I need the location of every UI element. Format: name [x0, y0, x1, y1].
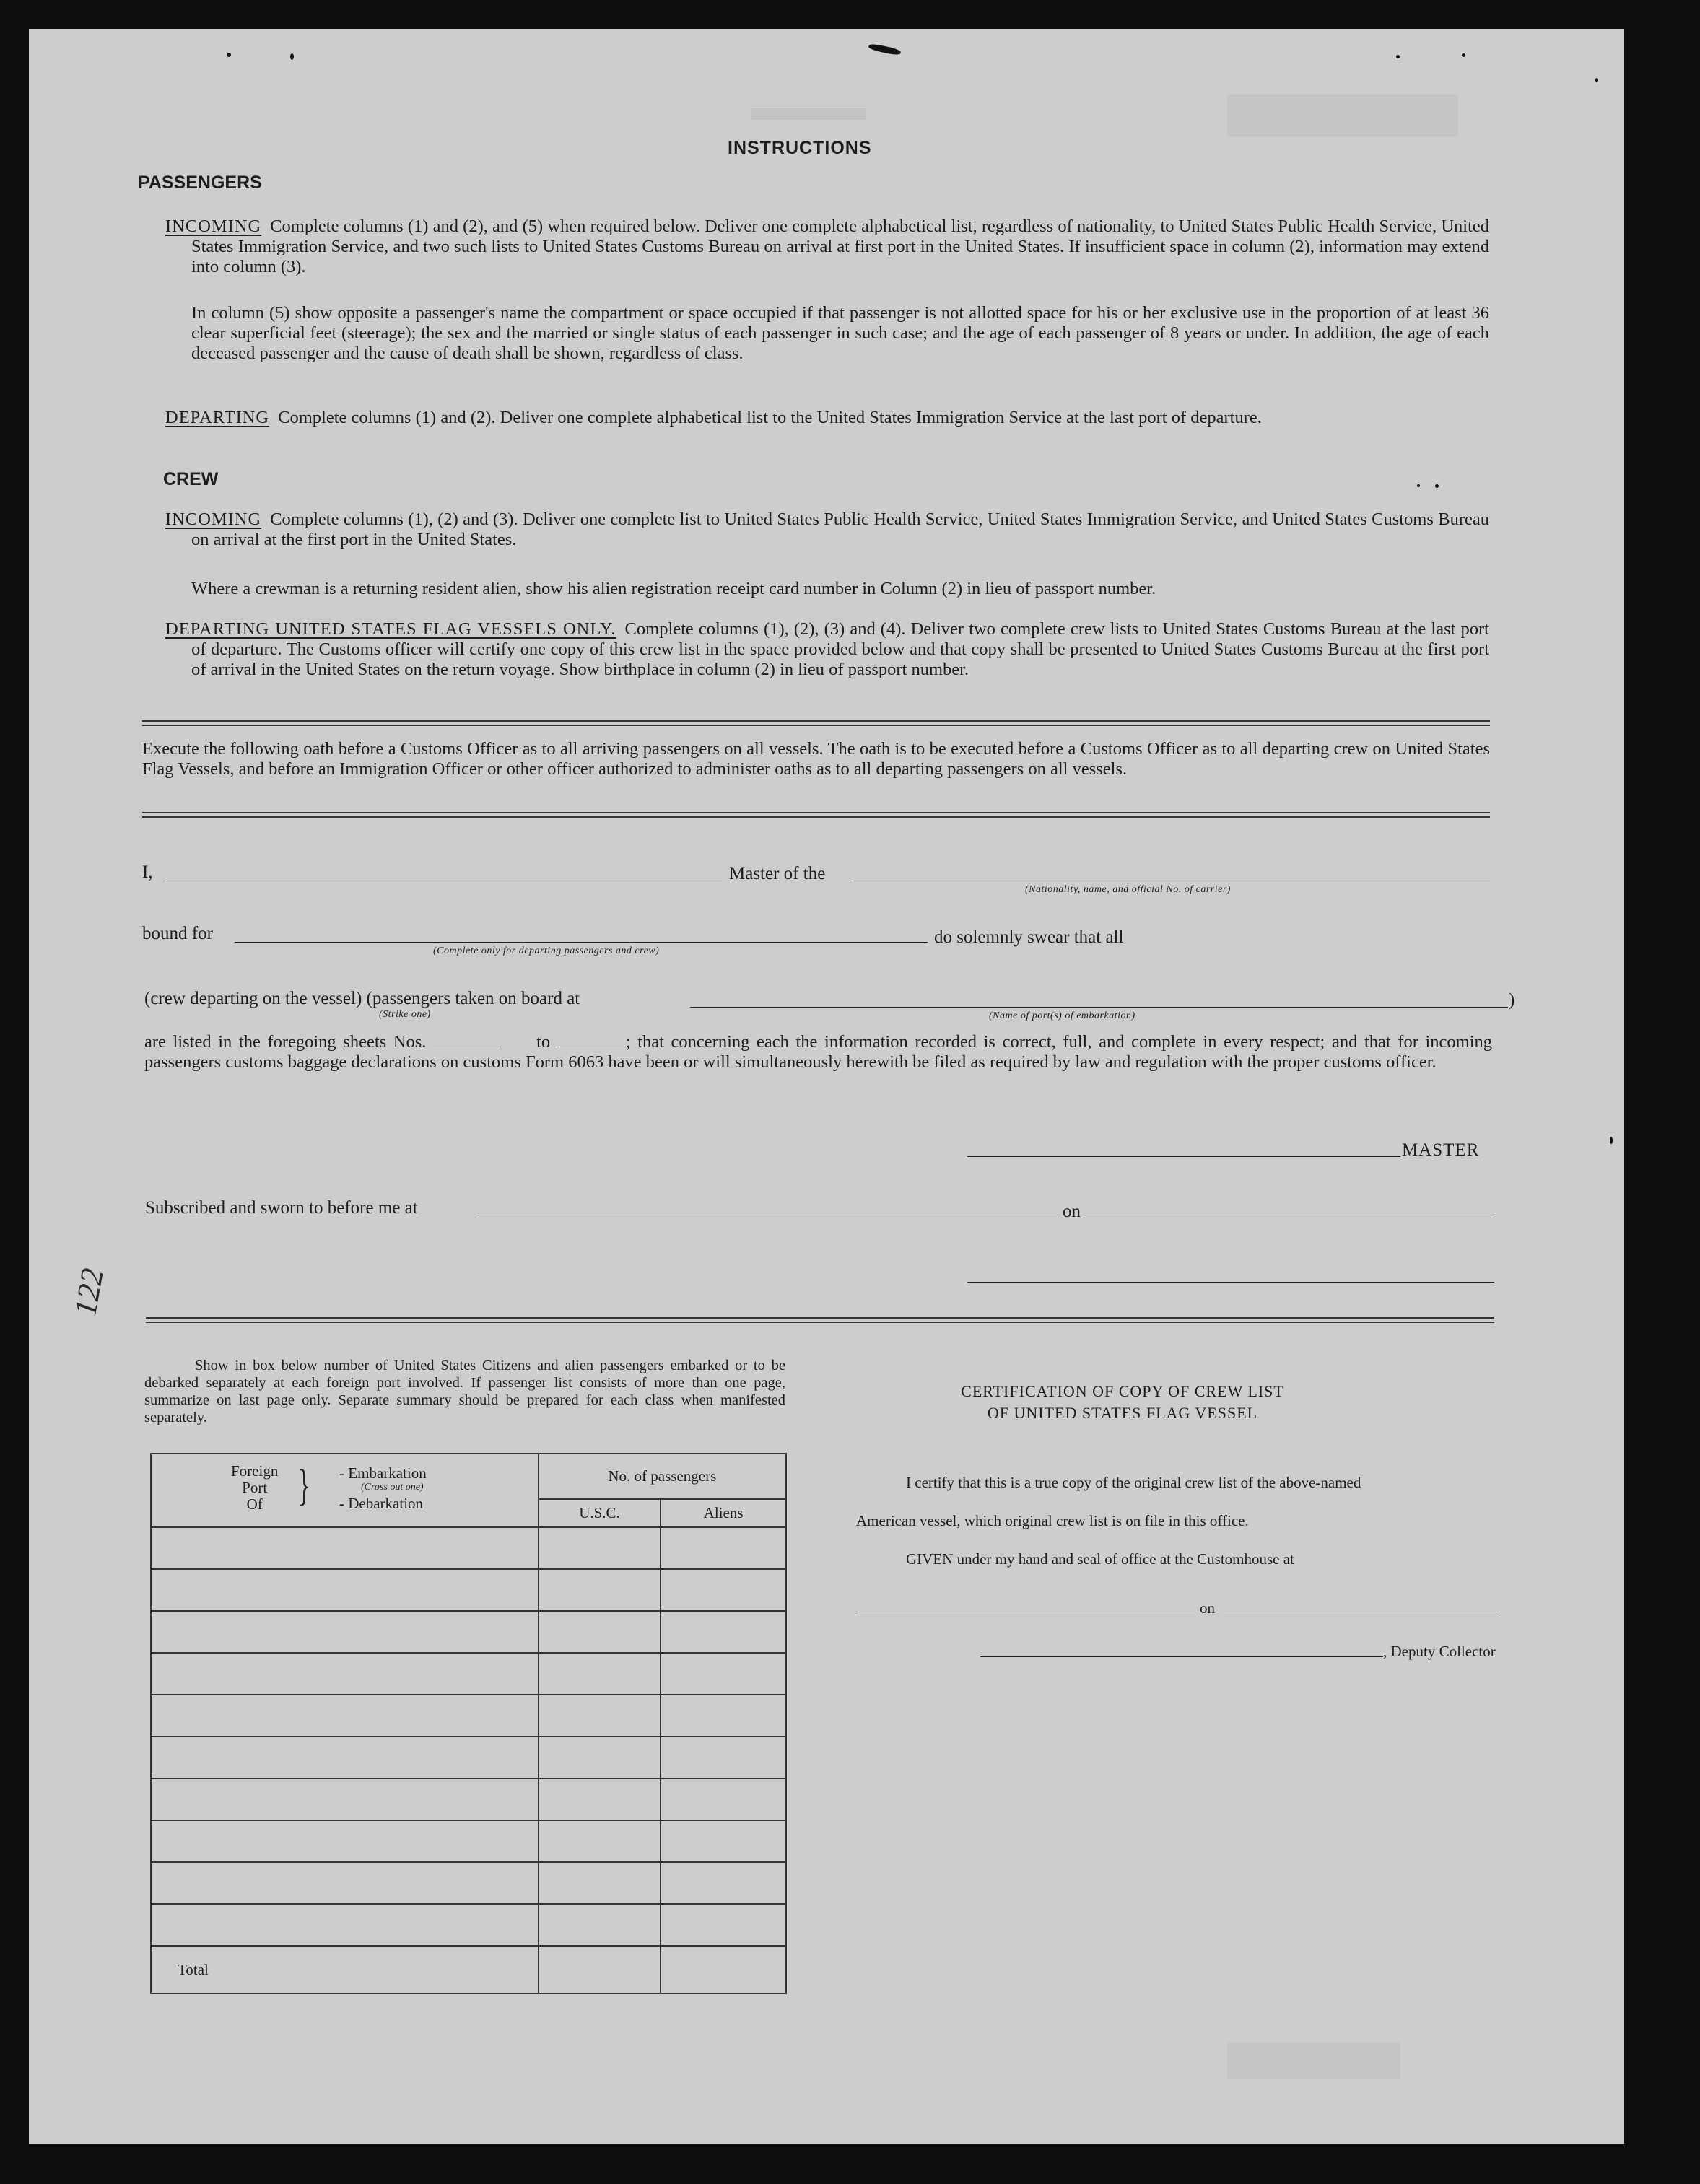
table-row	[151, 1820, 786, 1862]
deputy-collector-signature-field[interactable]	[980, 1656, 1383, 1657]
passengers-departing-paragraph	[165, 408, 1489, 428]
aliens-cell[interactable]	[661, 1611, 786, 1653]
brace-icon: }	[297, 1462, 311, 1509]
bleed-through	[751, 108, 866, 120]
usc-cell[interactable]	[539, 1737, 661, 1778]
section-divider	[142, 812, 1490, 818]
port-cell[interactable]	[151, 1527, 539, 1569]
deputy-collector-label: , Deputy Collector	[1383, 1643, 1496, 1660]
crew-departing-paragraph	[165, 619, 1489, 680]
summary-note: Show in box below number of United States Citizens and alien passengers embarked or to be debarked separately at each foreign port involved. If passenger list consists of more than one page, summarize on last page only. Separate summary should be prepared for each class when manifested separately.	[144, 1358, 785, 1425]
sheet-to-field[interactable]	[557, 1034, 626, 1047]
passengers-incoming-label: INCOMING	[165, 217, 262, 236]
sheet-from-field[interactable]	[433, 1034, 502, 1047]
listed-pre-text: are listed in the foregoing sheets Nos.	[144, 1032, 427, 1052]
usc-cell[interactable]	[539, 1904, 661, 1946]
usc-cell[interactable]	[539, 1527, 661, 1569]
table-row	[151, 1778, 786, 1820]
scan-speck	[290, 53, 294, 60]
passenger-summary-table	[150, 1453, 787, 1994]
passengers-incoming-paragraph	[165, 217, 1489, 277]
embarkation-ports-field[interactable]	[690, 1007, 1508, 1008]
usc-cell[interactable]	[539, 1653, 661, 1695]
no-of-passengers-header: No. of passengers	[539, 1454, 786, 1499]
port-cell[interactable]	[151, 1695, 539, 1737]
of-label: Of	[246, 1495, 263, 1513]
scan-speck	[1435, 484, 1439, 488]
scan-speck	[1417, 484, 1420, 487]
table-row	[151, 1904, 786, 1946]
listed-post-text: ; that concerning each the information recorded is correct, full, and complete in every respect; and that for incoming passengers customs baggage declarations on customs Form 6063 have been or will simultaneously herewith be filed as required by law and regulation with the proper customs officer.	[144, 1032, 1493, 1072]
certification-title-line2: OF UNITED STATES FLAG VESSEL	[987, 1404, 1258, 1422]
port-cell[interactable]	[151, 1778, 539, 1820]
officer-signature-field[interactable]	[967, 1282, 1494, 1283]
strike-one-caption: (Strike one)	[379, 1009, 431, 1020]
table-row	[151, 1653, 786, 1695]
table-row	[151, 1611, 786, 1653]
port-cell[interactable]	[151, 1737, 539, 1778]
passengers-heading: PASSENGERS	[138, 172, 262, 193]
oath-intro-text: Execute the following oath before a Customs Officer as to all arriving passengers on all vessels. The oath is to be executed before a Customs Officer as to all departing crew on United States Flag Vessels, and before an Immigration Officer or other officer authorized to administer oaths as to all departing passengers on all vessels.	[142, 739, 1490, 779]
crew-incoming-label: INCOMING	[165, 510, 262, 529]
listed-paragraph	[144, 1032, 1492, 1073]
oath-i-label: I,	[142, 862, 153, 882]
carrier-caption: (Nationality, name, and official No. of carrier)	[1025, 884, 1231, 895]
scan-speck	[1595, 78, 1598, 82]
port-cell[interactable]	[151, 1820, 539, 1862]
master-of-the-label: Master of the	[729, 864, 826, 883]
passengers-incoming-text: Complete columns (1) and (2), and (5) when required below. Deliver one complete alphabetical list, regardless of nationality, to United States Public Health Service, United States Immigration Service, and two such lists to United States Customs Bureau on arrival at first port in the United States. If insufficient space in column (2), information may extend into column (3).	[191, 217, 1489, 276]
scan-speck	[868, 43, 902, 56]
table-row	[151, 1862, 786, 1904]
usc-cell[interactable]	[539, 1820, 661, 1862]
cross-out-caption: (Cross out one)	[361, 1482, 424, 1493]
crew-departing-strike-text: (crew departing on the vessel) (passengers taken on board at	[144, 989, 580, 1008]
aliens-cell[interactable]	[661, 1695, 786, 1737]
debarkation-label: - Debarkation	[339, 1495, 424, 1512]
handwritten-page-mark: 122	[67, 1265, 110, 1319]
usc-cell[interactable]	[539, 1778, 661, 1820]
passengers-departing-text: Complete columns (1) and (2). Deliver one complete alphabetical list to the United States Immigration Service at the last port of departure.	[278, 408, 1262, 427]
foreign-port-of-label	[231, 1463, 278, 1513]
usc-cell[interactable]	[539, 1695, 661, 1737]
usc-cell[interactable]	[539, 1611, 661, 1653]
instructions-title: INSTRUCTIONS	[728, 138, 872, 158]
crew-incoming-paragraph	[165, 510, 1489, 550]
usc-header: U.S.C.	[539, 1499, 661, 1527]
usc-cell[interactable]	[539, 1862, 661, 1904]
section-divider	[146, 1317, 1494, 1323]
close-paren: )	[1509, 990, 1515, 1010]
summary-header-row	[151, 1454, 786, 1499]
subscribed-label: Subscribed and sworn to before me at	[145, 1198, 418, 1218]
scan-speck	[1396, 55, 1400, 58]
passengers-departing-label: DEPARTING	[165, 408, 270, 427]
crew-departing-label: DEPARTING UNITED STATES FLAG VESSELS ONLY.	[165, 619, 616, 639]
embarkation-label: - Embarkation	[339, 1464, 427, 1482]
certify-line2: American vessel, which original crew list is on file in this office.	[856, 1512, 1249, 1529]
crew-returning-text: Where a crewman is a returning resident alien, show his alien registration receipt card number in Column (2) in lieu of passport number.	[191, 579, 1156, 598]
total-label: Total	[151, 1946, 539, 1993]
swear-text: do solemnly swear that all	[934, 927, 1124, 947]
total-usc-cell[interactable]	[539, 1946, 661, 1993]
passengers-column5-paragraph	[165, 303, 1489, 364]
bound-for-caption: (Complete only for departing passengers and crew)	[433, 945, 660, 956]
aliens-cell[interactable]	[661, 1862, 786, 1904]
table-row	[151, 1527, 786, 1569]
aliens-cell[interactable]	[661, 1653, 786, 1695]
crew-incoming-text: Complete columns (1), (2) and (3). Deliver one complete list to United States Public Health Service, United States Immigration Service, and United States Customs Bureau on arrival at the first port in the United States.	[191, 510, 1489, 549]
subscribed-on-label: on	[1063, 1202, 1081, 1221]
passengers-column5-text: In column (5) show opposite a passenger's name the compartment or space occupied if that passenger is not allotted space for his or her exclusive use in the proportion of at least 36 clear superficial feet (steerage); the sex and the married or single status of each passenger in such case; and the age of each passenger of 8 years or under. In addition, the age of each deceased passenger and the cause of death shall be shown, regardless of class.	[191, 303, 1489, 363]
usc-cell[interactable]	[539, 1569, 661, 1611]
document-page	[29, 29, 1624, 2144]
bleed-through	[1227, 2043, 1400, 2079]
aliens-header: Aliens	[661, 1499, 786, 1527]
certification-on-label: on	[1200, 1599, 1215, 1617]
master-label: MASTER	[1402, 1140, 1480, 1160]
aliens-cell[interactable]	[661, 1737, 786, 1778]
aliens-cell[interactable]	[661, 1527, 786, 1569]
total-row	[151, 1946, 786, 1993]
section-divider	[142, 720, 1490, 726]
bound-for-field[interactable]	[235, 942, 928, 943]
table-row	[151, 1737, 786, 1778]
master-signature-field[interactable]	[967, 1156, 1400, 1157]
port-label: Port	[242, 1479, 268, 1496]
table-row	[151, 1695, 786, 1737]
aliens-cell[interactable]	[661, 1778, 786, 1820]
port-cell[interactable]	[151, 1862, 539, 1904]
certify-line1: I certify that this is a true copy of the original crew list of the above-named	[906, 1474, 1361, 1491]
oath-intro-paragraph	[142, 739, 1490, 779]
crew-departing-text: Complete columns (1), (2), (3) and (4). Deliver two complete crew lists to United States Customs Bureau at the last port of departure. The Customs officer will certify one copy of this crew list in the space provided below and that copy shall be presented to United States Customs Bureau at the first port of arrival in the United States on the return voyage. Show birthplace in column (2) in lieu of passport number.	[191, 619, 1489, 679]
port-cell[interactable]	[151, 1904, 539, 1946]
crew-returning-paragraph	[165, 579, 1489, 599]
port-cell[interactable]	[151, 1611, 539, 1653]
foreign-label: Foreign	[231, 1462, 279, 1480]
table-row	[151, 1569, 786, 1611]
port-cell[interactable]	[151, 1653, 539, 1695]
given-text: GIVEN under my hand and seal of office at the Customhouse at	[906, 1550, 1294, 1568]
total-aliens-cell[interactable]	[661, 1946, 786, 1993]
aliens-cell[interactable]	[661, 1904, 786, 1946]
aliens-cell[interactable]	[661, 1569, 786, 1611]
foreign-port-header	[151, 1454, 539, 1527]
port-cell[interactable]	[151, 1569, 539, 1611]
ports-caption: (Name of port(s) of embarkation)	[989, 1010, 1135, 1021]
bound-for-label: bound for	[142, 924, 213, 943]
aliens-cell[interactable]	[661, 1820, 786, 1862]
crew-heading: CREW	[163, 469, 219, 489]
bleed-through	[1227, 94, 1458, 137]
scan-speck	[1462, 53, 1465, 57]
scan-speck	[1610, 1137, 1613, 1144]
certification-title-line1: CERTIFICATION OF COPY OF CREW LIST	[961, 1382, 1284, 1400]
scan-speck	[227, 53, 231, 57]
listed-to-text: to	[536, 1032, 551, 1052]
